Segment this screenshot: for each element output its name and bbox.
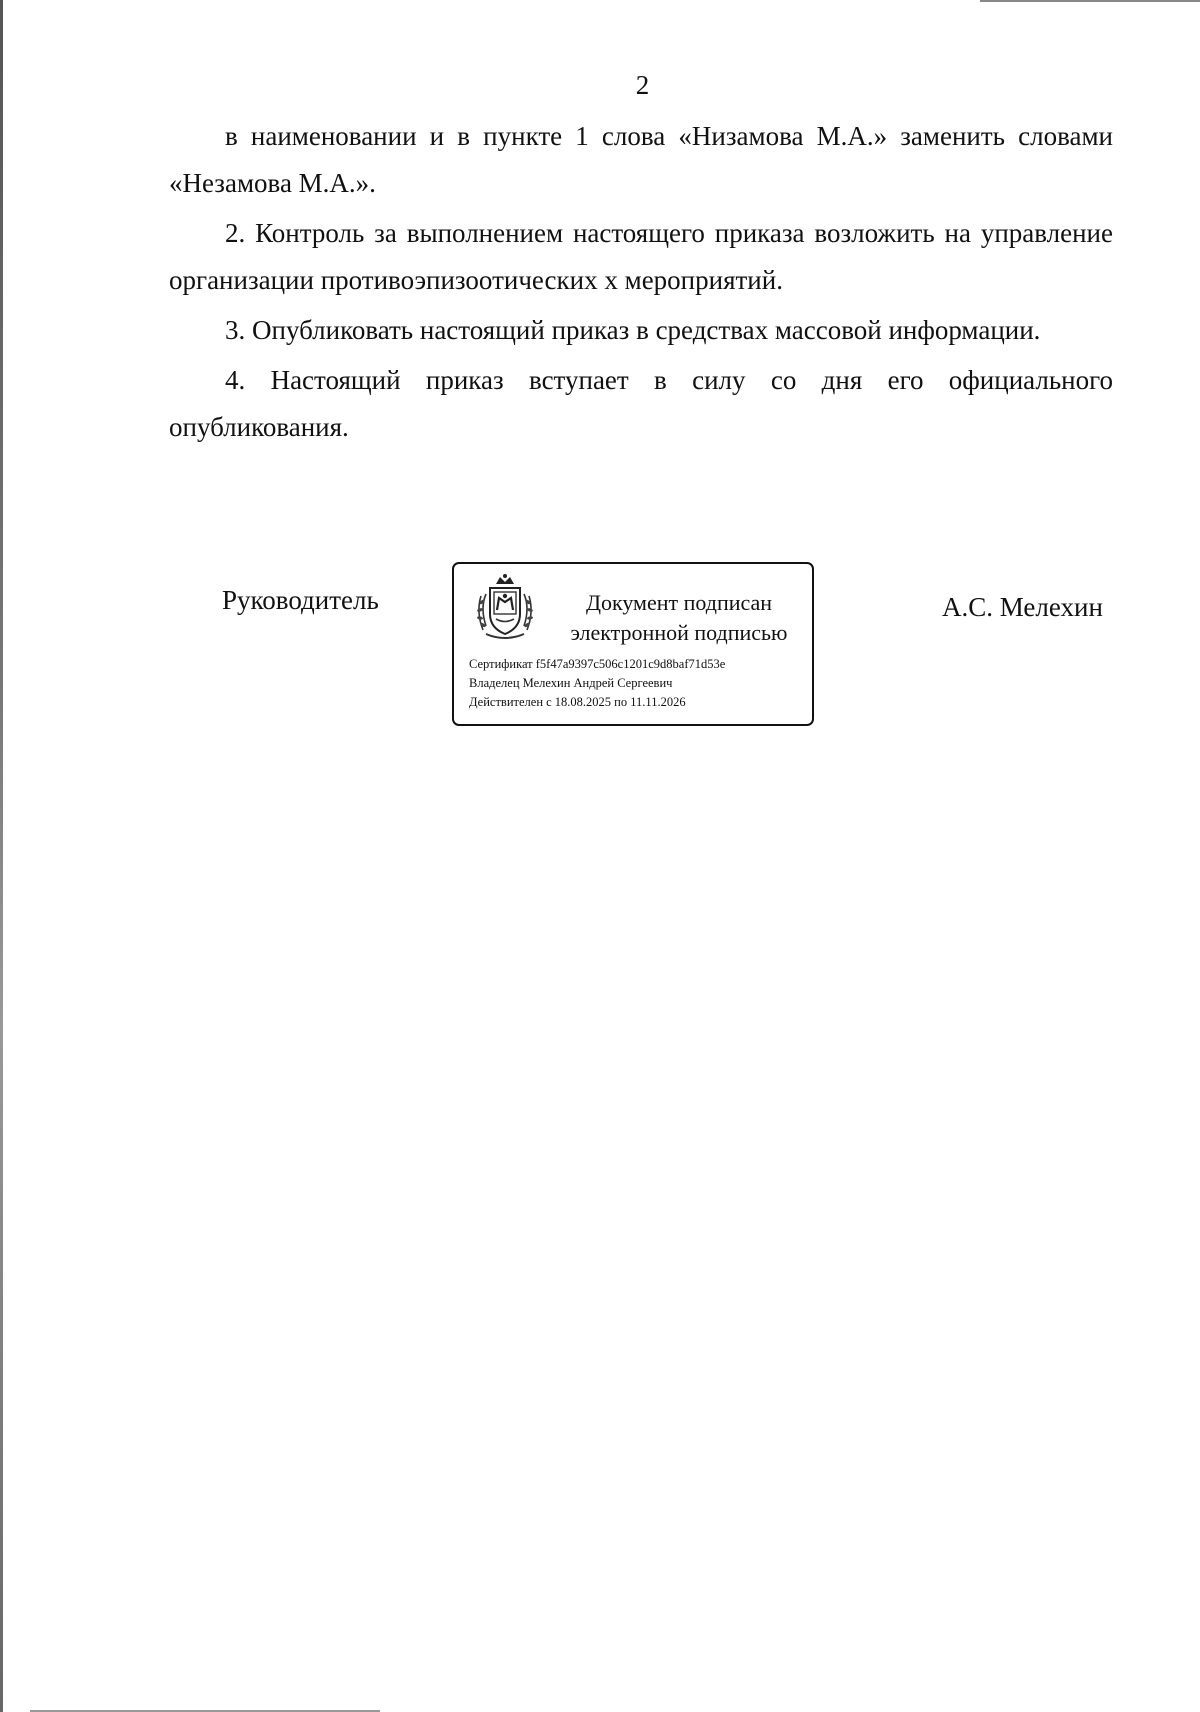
signature-name: А.С. Мелехин [942, 592, 1103, 622]
scan-edge-left [0, 0, 3, 1712]
coat-of-arms-icon [472, 572, 538, 642]
stamp-title [554, 588, 804, 648]
e-signature-stamp [452, 562, 814, 726]
paragraph-publish: 3. Опубликовать настоящий приказ в средствах массовой информации. [225, 315, 1041, 345]
paragraph-control: 2. Контроль за выполнением настоящего приказа возложить на управление организации противоэпизоотических х мероприятий. [169, 218, 1113, 295]
stamp-title-line1: Документ подписан [585, 590, 773, 615]
stamp-validity: Действителен с 18.08.2025 по 11.11.2026 [469, 695, 686, 709]
scan-edge-top [980, 0, 1200, 2]
paragraph-effective: 4. Настоящий приказ вступает в силу со дня его официального опубликования. [169, 365, 1113, 442]
document-body [169, 113, 1113, 451]
paragraph-amendment: в наименовании и в пункте 1 слова «Низамова М.А.» заменить словами «Незамова М.А.». [169, 121, 1113, 198]
signature-role: Руководитель [222, 585, 379, 615]
stamp-details [469, 655, 725, 712]
stamp-title-line2: электронной подписью [570, 620, 788, 645]
stamp-certificate: Сертификат f5f47a9397c506c1201c9d8baf71d53e [469, 657, 726, 671]
page-number: 2 [635, 70, 650, 100]
stamp-owner: Владелец Мелехин Андрей Сергеевич [469, 676, 673, 690]
